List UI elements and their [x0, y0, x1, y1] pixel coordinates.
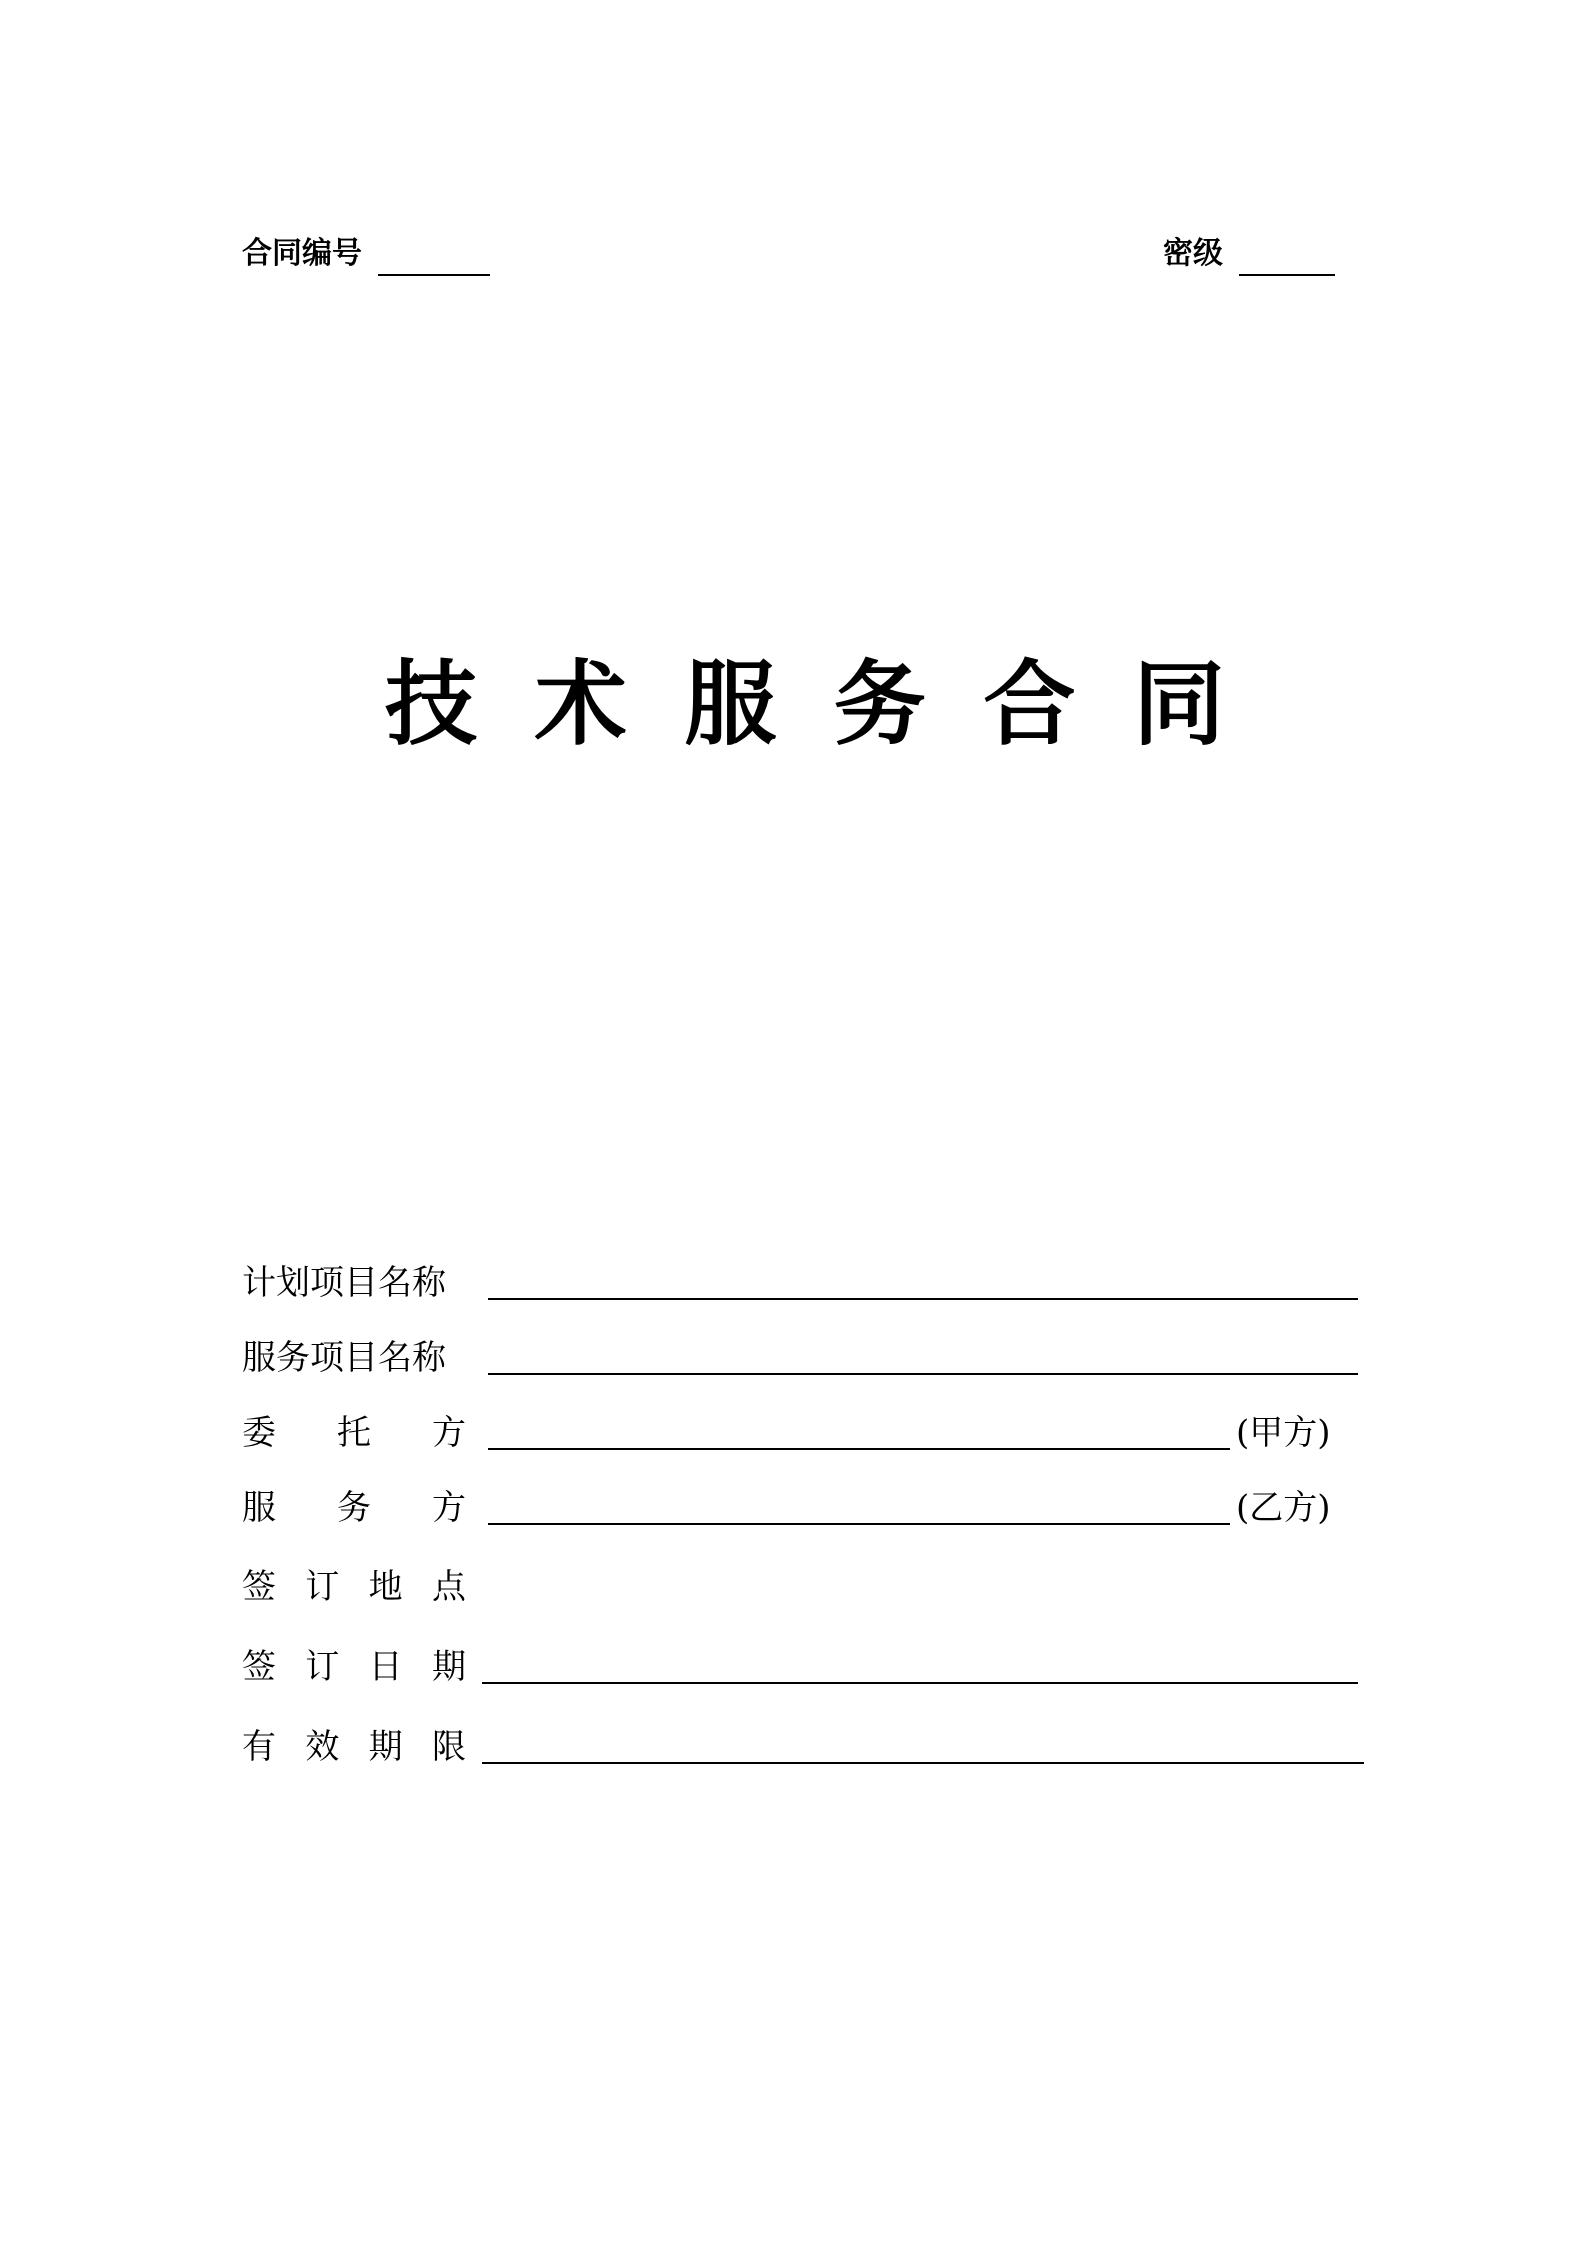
provider-field	[242, 1483, 1360, 1533]
label-char: 限	[431, 1727, 466, 1767]
client-label	[242, 1408, 466, 1458]
validity-label	[242, 1722, 466, 1772]
service-project-name-label: 服务项目名称	[242, 1338, 446, 1378]
label-char: 托	[337, 1413, 371, 1453]
title-char: 技	[385, 651, 478, 758]
client-suffix: (甲方)	[1236, 1413, 1331, 1453]
label-char: 服	[242, 1488, 276, 1528]
contract-number-row	[242, 232, 490, 276]
validity-field	[242, 1722, 1366, 1772]
label-char: 委	[242, 1413, 276, 1453]
title-char: 服	[684, 651, 777, 758]
title-char: 术	[534, 651, 627, 758]
label-char: 方	[432, 1413, 466, 1453]
sign-place-field	[242, 1562, 1360, 1612]
label-char: 日	[368, 1647, 403, 1687]
sign-date-field	[242, 1642, 1360, 1692]
title-char: 同	[1132, 651, 1225, 758]
label-char: 期	[431, 1647, 466, 1687]
label-char: 效	[305, 1727, 340, 1767]
label-char: 订	[305, 1647, 340, 1687]
title-char: 合	[983, 651, 1076, 758]
label-char: 签	[242, 1567, 276, 1607]
sign-date-label	[242, 1642, 466, 1692]
label-char: 订	[305, 1567, 340, 1607]
contract-number-blank	[378, 238, 490, 276]
sign-place-label	[242, 1562, 466, 1612]
service-project-name-blank	[488, 1373, 1358, 1375]
secret-level-row	[1163, 232, 1335, 276]
label-char: 地	[368, 1567, 403, 1607]
plan-project-name-field	[242, 1258, 1360, 1308]
secret-level-label: 密级	[1163, 236, 1223, 271]
client-field	[242, 1408, 1360, 1458]
service-project-name-field	[242, 1333, 1360, 1383]
provider-suffix: (乙方)	[1236, 1488, 1331, 1528]
validity-blank	[482, 1762, 1364, 1764]
label-char: 有	[242, 1727, 276, 1767]
label-char: 务	[337, 1488, 371, 1528]
label-char: 期	[368, 1727, 403, 1767]
sign-date-blank	[482, 1682, 1358, 1684]
contract-number-label: 合同编号	[242, 236, 362, 271]
client-blank	[488, 1448, 1230, 1450]
label-char: 点	[431, 1567, 466, 1607]
label-char: 签	[242, 1647, 276, 1687]
provider-blank	[488, 1523, 1230, 1525]
document-title	[385, 650, 1225, 760]
label-char: 方	[432, 1488, 466, 1528]
secret-level-blank	[1239, 238, 1335, 276]
provider-label	[242, 1483, 466, 1533]
plan-project-name-label: 计划项目名称	[242, 1263, 446, 1303]
plan-project-name-blank	[488, 1298, 1358, 1300]
title-char: 务	[833, 651, 926, 758]
